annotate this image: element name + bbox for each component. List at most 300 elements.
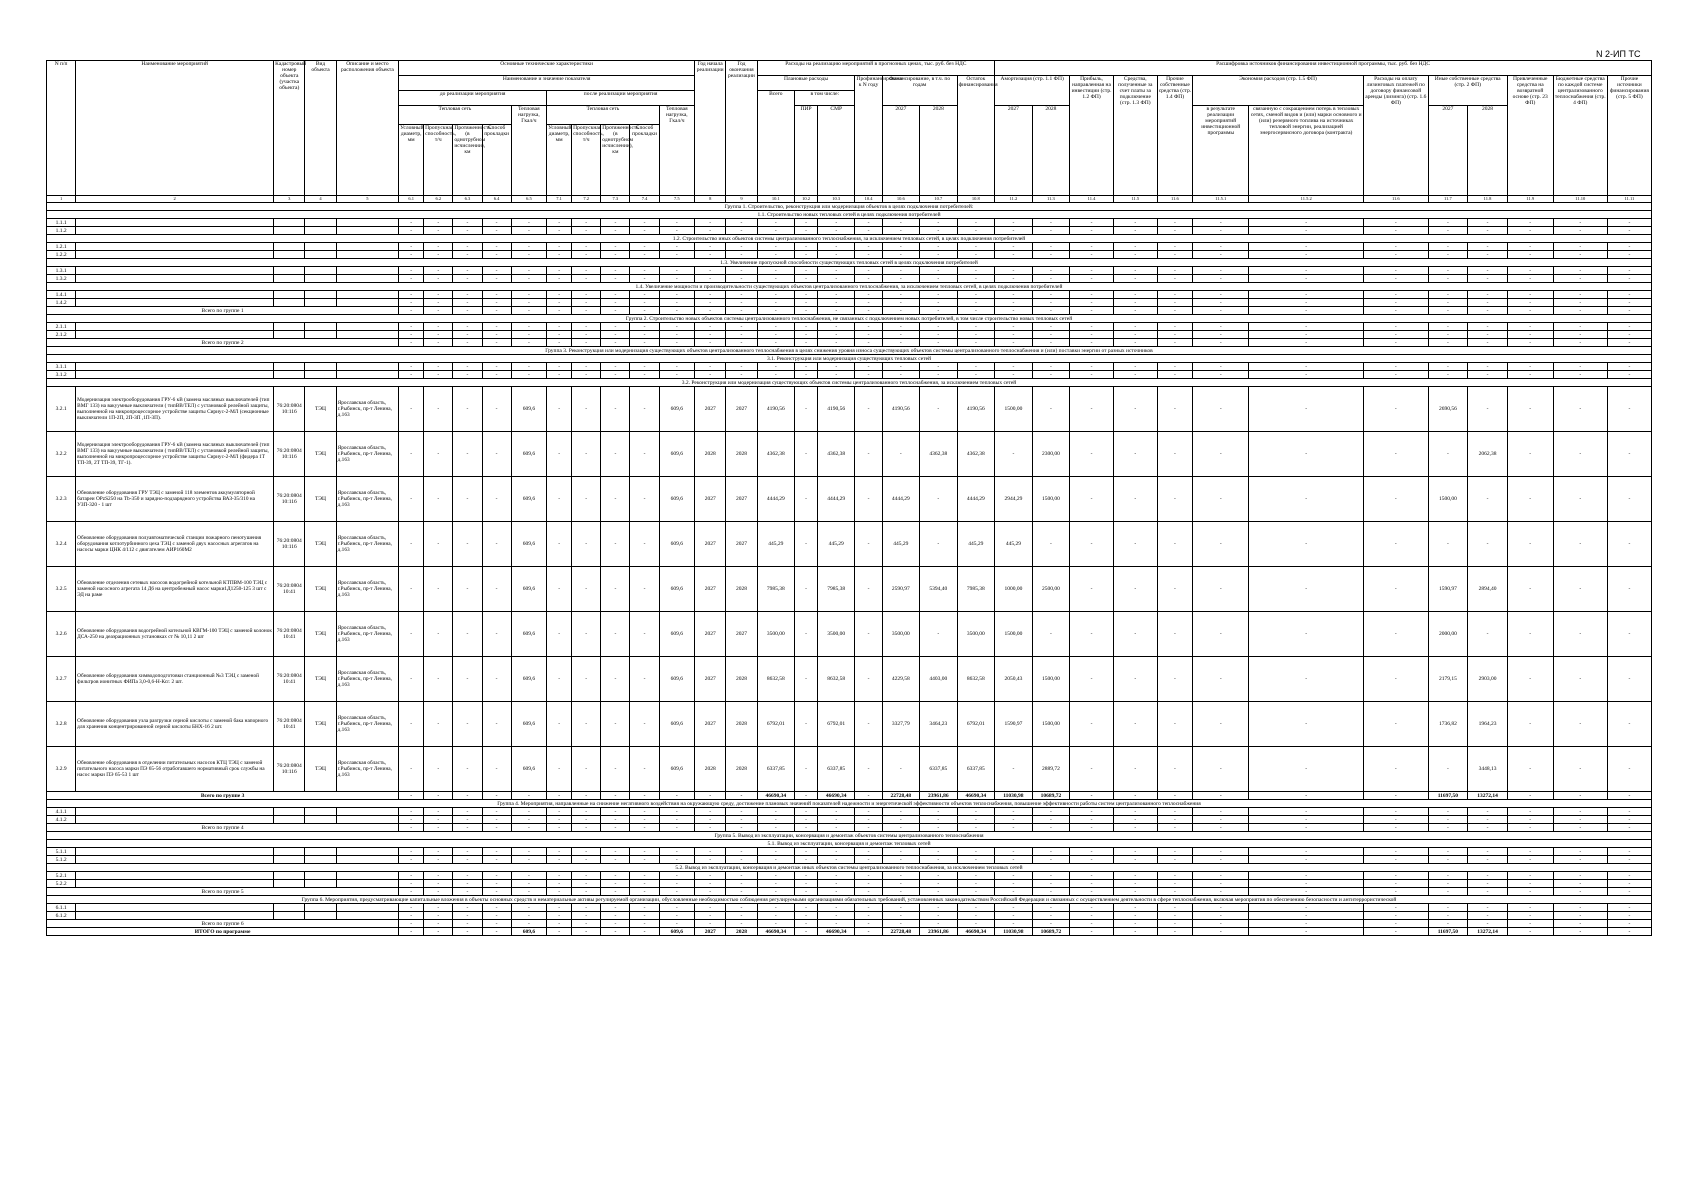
table-cell: - — [1157, 747, 1192, 792]
table-cell: - — [659, 872, 694, 880]
fin-rest: 6337,85 — [957, 747, 995, 792]
table-cell: - — [572, 816, 601, 824]
column-number: 11.5 — [1113, 196, 1157, 203]
amort-2028: - — [1032, 612, 1070, 657]
table-cell: - — [795, 275, 818, 283]
table-cell: - — [920, 267, 958, 275]
table-cell: - — [511, 339, 546, 347]
table-cell: - — [855, 872, 882, 880]
table-cell — [274, 219, 305, 227]
table-cell: - — [695, 824, 726, 832]
table-cell: - — [453, 307, 482, 315]
cost-total: 445,29 — [757, 522, 795, 567]
col-own2-2028-header: 2028 — [1468, 106, 1508, 196]
col-len-before-header: Протяженность (в однотрубном исчислении), км — [453, 125, 482, 196]
row-number: 3.2.3 — [47, 477, 76, 522]
table-cell: - — [726, 323, 757, 331]
table-cell: - — [547, 299, 572, 307]
table-cell — [274, 872, 305, 880]
table-cell — [274, 227, 305, 235]
column-number: 7.3 — [601, 196, 630, 203]
col-num-header: N п/п — [47, 61, 76, 196]
table-cell: - — [630, 251, 659, 259]
table-cell: - — [601, 371, 630, 379]
table-cell: - — [1193, 808, 1249, 816]
table-cell: - — [817, 219, 855, 227]
table-cell: - — [1193, 522, 1249, 567]
table-cell: - — [572, 612, 601, 657]
table-cell: - — [1249, 371, 1364, 379]
table-cell — [76, 243, 274, 251]
table-cell: - — [1607, 880, 1651, 888]
table-cell: - — [795, 323, 818, 331]
table-cell: - — [920, 243, 958, 251]
table-cell: - — [1193, 387, 1249, 432]
fin-2028: 5394,40 — [920, 567, 958, 612]
table-row — [47, 657, 1652, 702]
table-cell: - — [399, 331, 424, 339]
table-cell: - — [659, 243, 694, 251]
table-cell: - — [1607, 363, 1651, 371]
table-cell: - — [453, 880, 482, 888]
load-before: 609,6 — [511, 522, 546, 567]
table-cell: - — [453, 848, 482, 856]
load-before: 609,6 — [511, 432, 546, 477]
table-cell — [76, 291, 274, 299]
table-cell: - — [1507, 331, 1553, 339]
table-cell: - — [1507, 848, 1553, 856]
table-cell: - — [1249, 880, 1364, 888]
table-cell: - — [795, 522, 818, 567]
table-cell: - — [817, 275, 855, 283]
table-cell: - — [1032, 848, 1070, 856]
table-cell: - — [1507, 522, 1553, 567]
table-cell: - — [957, 291, 995, 299]
table-cell: - — [601, 880, 630, 888]
table-cell: - — [695, 275, 726, 283]
cost-smr: 8632,58 — [817, 657, 855, 702]
table-cell: - — [1507, 227, 1553, 235]
table-cell: - — [1468, 307, 1508, 315]
table-cell: - — [1507, 747, 1553, 792]
table-cell: - — [795, 339, 818, 347]
amort-2028: - — [1032, 522, 1070, 567]
cost-total: 4444,29 — [757, 477, 795, 522]
cost-smr: 7985,38 — [817, 567, 855, 612]
table-cell: - — [511, 888, 546, 896]
table-cell: - — [855, 363, 882, 371]
table-cell — [274, 880, 305, 888]
row-number: 2.1.1 — [47, 323, 76, 331]
table-cell: - — [1428, 331, 1468, 339]
row-number: 3.1.1 — [47, 363, 76, 371]
table-cell: - — [1032, 291, 1070, 299]
table-cell: - — [1157, 880, 1192, 888]
table-cell: - — [920, 856, 958, 864]
table-cell: - — [995, 267, 1033, 275]
table-cell: - — [482, 307, 511, 315]
table-cell: - — [1070, 824, 1114, 832]
table-cell: - — [1607, 371, 1651, 379]
table-cell: - — [399, 912, 424, 920]
table-cell: - — [757, 856, 795, 864]
row-number: 1.4.1 — [47, 291, 76, 299]
table-cell: - — [1553, 275, 1607, 283]
table-cell: - — [1249, 792, 1364, 800]
table-cell: - — [882, 339, 920, 347]
col-len-after-header: Протяженность (в однотрубном исчислении), км — [601, 125, 630, 196]
table-cell: - — [482, 323, 511, 331]
table-cell — [274, 848, 305, 856]
table-cell: - — [1364, 920, 1429, 928]
col-before-header: до реализации мероприятия — [399, 91, 547, 106]
table-cell: - — [630, 816, 659, 824]
table-cell: - — [855, 432, 882, 477]
table-cell: - — [882, 920, 920, 928]
cost-total: 6792,01 — [757, 702, 795, 747]
table-cell: - — [1607, 567, 1651, 612]
table-cell: - — [482, 920, 511, 928]
table-cell: - — [1032, 371, 1070, 379]
table-cell: - — [1553, 307, 1607, 315]
table-row — [47, 816, 1652, 824]
amort-2027: 1590,97 — [995, 702, 1033, 747]
table-cell: - — [424, 477, 453, 522]
own2-2028: - — [1468, 612, 1508, 657]
table-cell: - — [482, 808, 511, 816]
table-cell: - — [547, 928, 572, 936]
table-cell: - — [1032, 816, 1070, 824]
table-cell: - — [995, 824, 1033, 832]
table-cell: - — [1364, 928, 1429, 936]
table-cell: - — [482, 848, 511, 856]
row-number: 3.2.4 — [47, 522, 76, 567]
table-cell: - — [572, 323, 601, 331]
amort-2028: - — [1032, 387, 1070, 432]
table-cell: - — [399, 477, 424, 522]
table-cell: - — [547, 371, 572, 379]
group-header-row — [47, 259, 1652, 267]
table-cell: - — [1193, 920, 1249, 928]
table-cell: - — [1553, 331, 1607, 339]
table-cell: - — [920, 880, 958, 888]
table-cell: - — [399, 904, 424, 912]
table-cell: - — [1428, 267, 1468, 275]
table-cell: - — [795, 567, 818, 612]
table-cell: - — [817, 856, 855, 864]
column-number: 7.1 — [547, 196, 572, 203]
table-cell: - — [1249, 808, 1364, 816]
table-cell: - — [1553, 702, 1607, 747]
table-cell: - — [1468, 848, 1508, 856]
table-cell: - — [601, 477, 630, 522]
fin-rest: 4362,38 — [957, 432, 995, 477]
table-cell: - — [547, 808, 572, 816]
table-cell: - — [1428, 219, 1468, 227]
table-cell: - — [659, 219, 694, 227]
table-cell: - — [1468, 323, 1508, 331]
table-cell: - — [547, 888, 572, 896]
table-cell: - — [1607, 339, 1651, 347]
table-cell: - — [511, 291, 546, 299]
table-cell: - — [630, 363, 659, 371]
table-cell — [274, 816, 305, 824]
table-cell: - — [1468, 371, 1508, 379]
table-cell: - — [453, 339, 482, 347]
fin-2027: 22728,48 — [882, 792, 920, 800]
table-cell: - — [482, 432, 511, 477]
col-lay-before-header: Способ прокладки — [482, 125, 511, 196]
table-cell: - — [547, 657, 572, 702]
table-cell: - — [1553, 808, 1607, 816]
group-header-row — [47, 203, 1652, 211]
table-cell: - — [547, 227, 572, 235]
group-header-row — [47, 211, 1652, 219]
table-cell: - — [399, 612, 424, 657]
table-cell: - — [1553, 299, 1607, 307]
object-kind: ТЭЦ — [305, 747, 336, 792]
table-cell: - — [399, 387, 424, 432]
table-cell: - — [399, 291, 424, 299]
table-cell — [76, 816, 274, 824]
table-cell: - — [995, 888, 1033, 896]
table-cell: - — [757, 912, 795, 920]
table-cell: - — [547, 219, 572, 227]
table-cell: - — [726, 227, 757, 235]
cost-smr: 4444,29 — [817, 477, 855, 522]
table-cell: - — [957, 363, 995, 371]
table-cell — [305, 856, 336, 864]
table-cell: - — [1428, 291, 1468, 299]
table-cell: - — [630, 275, 659, 283]
table-row — [47, 747, 1652, 792]
table-cell: - — [1507, 792, 1553, 800]
table-cell: - — [511, 912, 546, 920]
load-before: 609,6 — [511, 567, 546, 612]
table-cell: - — [1364, 904, 1429, 912]
table-cell: - — [855, 657, 882, 702]
table-cell: - — [659, 880, 694, 888]
table-cell: - — [1553, 227, 1607, 235]
end-year: 2027 — [726, 477, 757, 522]
col-profin-header: Профинансировано к N году — [855, 76, 882, 196]
table-cell: - — [1607, 251, 1651, 259]
table-row — [47, 371, 1652, 379]
measure-name: Обновление оборудования ГРУ ТЭЦ с заменой 118 элементов аккумуляторной батареи OPzS250 на Tb-350 и зарядно-подзарядного устройства ВАЗ-35/310 на УЗП-320 - 1 шт — [76, 477, 274, 522]
table-cell: - — [1193, 848, 1249, 856]
table-cell: - — [1468, 267, 1508, 275]
column-number: 9 — [726, 196, 757, 203]
table-cell: - — [1607, 227, 1651, 235]
table-cell: - — [511, 371, 546, 379]
table-cell: - — [511, 904, 546, 912]
own2-2027: 2690,56 — [1428, 387, 1468, 432]
table-row — [47, 808, 1652, 816]
table-cell: - — [1193, 824, 1249, 832]
table-cell: - — [1607, 291, 1651, 299]
table-cell — [336, 363, 399, 371]
table-cell: - — [399, 371, 424, 379]
table-cell: - — [1249, 243, 1364, 251]
table-cell: - — [659, 912, 694, 920]
table-cell: - — [659, 275, 694, 283]
table-cell: - — [1113, 928, 1157, 936]
table-cell: - — [1249, 339, 1364, 347]
amort-2028: 2500,00 — [1032, 567, 1070, 612]
col-diam-before-header: Условный диаметр, мм — [399, 125, 424, 196]
table-cell: - — [1364, 522, 1429, 567]
table-cell: - — [757, 291, 795, 299]
measure-name: Обновление оборудования химводоподготовки станционный №3 ТЭЦ с заменой фильтров ионитных ФИПа 3,0-0,6-Н-Ксг. 2 шт. — [76, 657, 274, 702]
table-cell: - — [630, 808, 659, 816]
group-header-row — [47, 832, 1652, 840]
table-cell: - — [630, 522, 659, 567]
table-cell: - — [1607, 920, 1651, 928]
end-year: 2027 — [726, 612, 757, 657]
own2-2028: 2894,40 — [1468, 567, 1508, 612]
table-cell: - — [630, 477, 659, 522]
table-cell: - — [1607, 243, 1651, 251]
table-cell: - — [1553, 912, 1607, 920]
table-cell: - — [882, 299, 920, 307]
table-cell: - — [1070, 702, 1114, 747]
table-cell: - — [453, 251, 482, 259]
table-cell: - — [1157, 227, 1192, 235]
table-cell: - — [1157, 432, 1192, 477]
col-name-header: Наименование мероприятий — [76, 61, 274, 196]
end-year: 2028 — [726, 432, 757, 477]
table-cell: - — [795, 904, 818, 912]
table-cell: - — [1193, 323, 1249, 331]
table-cell: - — [1507, 275, 1553, 283]
table-cell: - — [399, 522, 424, 567]
table-cell: - — [1113, 243, 1157, 251]
col-plan-header: Плановые расходы — [757, 76, 855, 91]
table-cell: - — [511, 920, 546, 928]
group-title: 1.1. Строительство новых тепловых сетей в целях подключения потребителей — [47, 211, 1652, 219]
table-cell: - — [1364, 307, 1429, 315]
table-cell: - — [630, 339, 659, 347]
table-cell: - — [1428, 880, 1468, 888]
table-header — [47, 61, 1652, 196]
column-number: 6.3 — [453, 196, 482, 203]
table-cell: - — [630, 888, 659, 896]
table-cell: - — [1157, 299, 1192, 307]
column-number: 10.1 — [757, 196, 795, 203]
table-cell: - — [482, 928, 511, 936]
table-row — [47, 387, 1652, 432]
table-cell: - — [424, 227, 453, 235]
table-cell: - — [1070, 792, 1114, 800]
table-cell: - — [995, 251, 1033, 259]
table-cell: - — [855, 824, 882, 832]
fin-2028: 23961,86 — [920, 928, 958, 936]
load-after: 609,6 — [659, 612, 694, 657]
group-header-row — [47, 800, 1652, 808]
table-cell — [76, 267, 274, 275]
object-kind: ТЭЦ — [305, 657, 336, 702]
amort-2027: 1500,00 — [995, 387, 1033, 432]
table-cell: - — [817, 251, 855, 259]
table-cell: - — [1193, 888, 1249, 896]
table-cell: - — [424, 307, 453, 315]
table-cell: - — [399, 880, 424, 888]
table-cell: - — [1428, 307, 1468, 315]
table-cell: - — [1193, 904, 1249, 912]
table-cell: - — [1364, 331, 1429, 339]
load-before: 609,6 — [511, 387, 546, 432]
col-econ2-header: связанную с сокращением потерь в тепловых сетях, сменой видов и (или) марки основного и (или) резервного топлива на источниках тепловой энергии, реализацией энергосервисного договора (контракта) — [1249, 106, 1364, 196]
load-before: 609,6 — [511, 477, 546, 522]
column-number-row — [47, 196, 1652, 203]
table-cell: - — [424, 267, 453, 275]
table-cell: - — [757, 307, 795, 315]
col-other-fin-header: Прочие источники финансирования (стр. 5 ФП) — [1607, 76, 1651, 196]
table-cell: - — [1193, 432, 1249, 477]
table-cell: - — [1193, 792, 1249, 800]
table-cell: - — [1468, 275, 1508, 283]
measure-name: Модернизация электрооборудования ГРУ-6 кВ (замена масляных выключателей (тип ВМГ 133) на вакуумные выключатели ( типВВ/ТЕЛ) с установкой релейной защиты, выполненной на микропроцессорное устройстве защиты Сириус-2-МЛ (фидера 1Т ТП-39, 2Т ТП-39, ТГ-1). — [76, 432, 274, 477]
table-cell: - — [726, 267, 757, 275]
table-cell: - — [601, 522, 630, 567]
group-total-label: Всего по группе 3 — [47, 792, 399, 800]
column-number: 4 — [305, 196, 336, 203]
table-cell: - — [1428, 912, 1468, 920]
table-cell — [336, 219, 399, 227]
table-cell: - — [1428, 371, 1468, 379]
investment-program-table — [46, 60, 1652, 936]
column-number: 2 — [76, 196, 274, 203]
table-cell: - — [630, 848, 659, 856]
table-cell: - — [482, 363, 511, 371]
table-cell: - — [1364, 477, 1429, 522]
table-cell: - — [1428, 227, 1468, 235]
table-cell: - — [726, 912, 757, 920]
table-cell: - — [1070, 856, 1114, 864]
table-cell: - — [855, 856, 882, 864]
cost-smr: 4190,56 — [817, 387, 855, 432]
table-row — [47, 331, 1652, 339]
table-cell: - — [757, 371, 795, 379]
table-body — [47, 196, 1652, 936]
table-cell: - — [572, 880, 601, 888]
table-cell: - — [1364, 267, 1429, 275]
table-cell: - — [920, 816, 958, 824]
table-cell: - — [601, 912, 630, 920]
table-cell: - — [882, 243, 920, 251]
table-cell: - — [630, 912, 659, 920]
column-number: 11.4 — [1070, 196, 1114, 203]
table-cell: - — [1070, 331, 1114, 339]
table-cell — [274, 299, 305, 307]
col-budget-header: Бюджетные средства по каждой системе централизованного теплоснабжения (стр. 4 ФП) — [1553, 76, 1607, 196]
table-cell: - — [630, 307, 659, 315]
table-cell: - — [547, 339, 572, 347]
table-cell: - — [1553, 928, 1607, 936]
table-cell: - — [1507, 307, 1553, 315]
column-number: 11.11 — [1607, 196, 1651, 203]
table-cell: - — [757, 323, 795, 331]
table-cell: - — [1070, 912, 1114, 920]
row-number: 1.1.2 — [47, 227, 76, 235]
table-cell: - — [572, 856, 601, 864]
start-year: 2027 — [695, 477, 726, 522]
table-cell: - — [920, 307, 958, 315]
table-cell — [336, 904, 399, 912]
cadastral-number: 76:20:0804 10:116 — [274, 477, 305, 522]
table-cell: - — [630, 567, 659, 612]
table-cell: - — [630, 331, 659, 339]
